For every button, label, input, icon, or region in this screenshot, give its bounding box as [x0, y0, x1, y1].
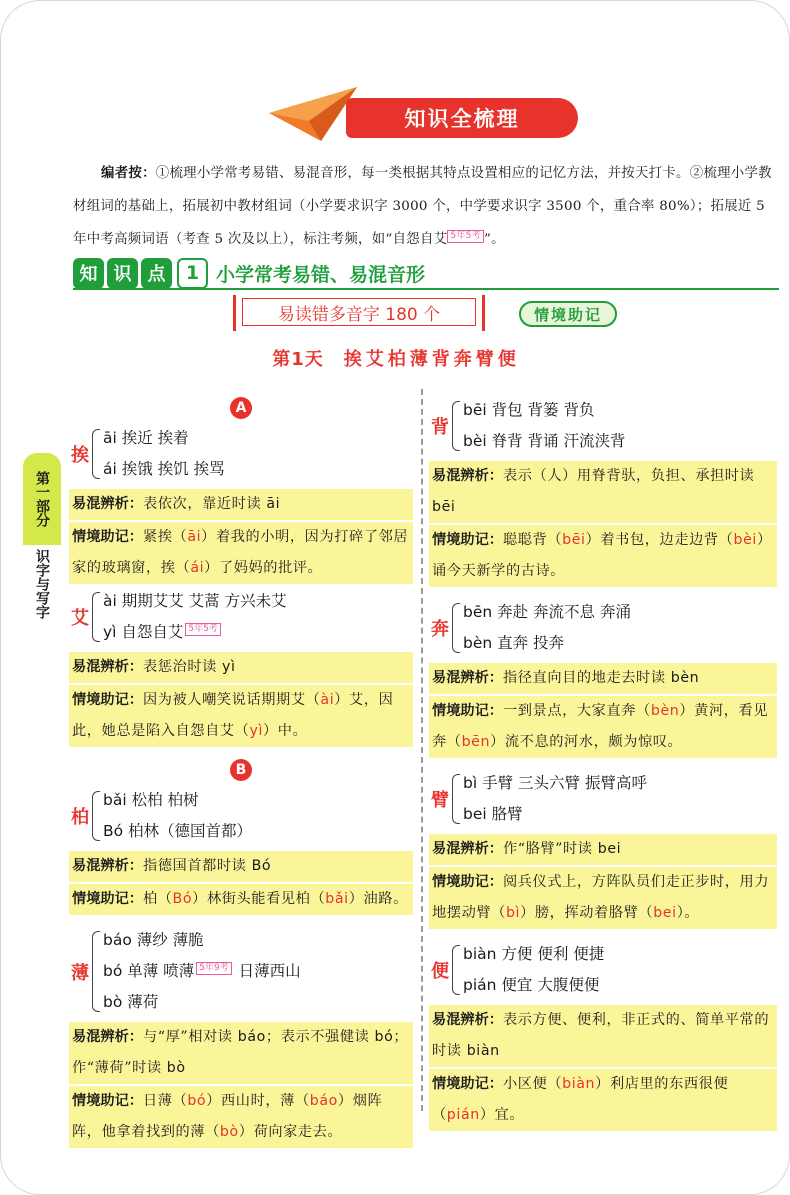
- entry-character: 背: [431, 417, 449, 438]
- confusion-note: 易混辨析：表示方便、便利，非正式的、简单平常的时读 biàn: [429, 1005, 777, 1067]
- pinyin: bò: [103, 993, 123, 1011]
- reading-line: [463, 768, 777, 799]
- pinyin: bì: [463, 774, 478, 792]
- context-note: 情境助记：柏（Bó）林街头能看见柏（bǎi）油路。: [69, 884, 413, 915]
- reading-line: [463, 939, 777, 970]
- context-memory-tag: 情境助记: [519, 301, 617, 327]
- section-banner: 知识全梳理: [346, 98, 578, 138]
- reading-line: [103, 925, 413, 956]
- pinyin: bèn: [670, 670, 700, 686]
- pinyin: biàn: [463, 945, 497, 963]
- day-label: 第1天: [272, 349, 324, 370]
- section-tab: 识字与写字: [34, 549, 50, 619]
- pinyin-highlight: yì: [249, 723, 263, 739]
- entry-character: 便: [431, 961, 449, 982]
- entry-notes: [429, 1005, 777, 1131]
- brace-mark: [452, 945, 460, 995]
- pinyin-highlight: āi: [187, 529, 202, 545]
- context-note: 情境助记：日薄（bó）西山时，薄（báo）烟阵阵，他拿着找到的薄（bò）荷向家走去。: [69, 1086, 413, 1148]
- pinyin-highlight: bēi: [562, 532, 586, 548]
- pinyin: bei: [463, 805, 487, 823]
- confusion-note: 易混辨析：表示（人）用脊背驮，负担、承担时读 bēi: [429, 461, 777, 523]
- pinyin-highlight: bò: [219, 1124, 239, 1140]
- reading-line: [463, 970, 777, 1001]
- reading-line: [463, 628, 777, 659]
- reading-line: [103, 586, 413, 617]
- pinyin-highlight: báo: [309, 1093, 338, 1109]
- confusion-label: 易混辨析：: [432, 468, 503, 484]
- brace-mark: [452, 401, 460, 451]
- brace-mark: [452, 774, 460, 824]
- pinyin: bēi: [463, 401, 487, 419]
- reading-list: [103, 423, 413, 485]
- pinyin: bó: [374, 1029, 394, 1045]
- divider: [73, 288, 779, 290]
- entry-character: 柏: [71, 807, 89, 828]
- example-words: 方便 便利 便捷: [496, 945, 605, 963]
- example-words: 脊背 背诵 汗流浃背: [486, 432, 626, 450]
- reading-line: [103, 617, 413, 648]
- spacer: [429, 760, 777, 766]
- column-divider: [421, 389, 423, 1111]
- character-entry: [69, 925, 413, 1018]
- context-note: 情境助记：阅兵仪式上，方阵队员们走正步时，用力地摆动臂（bì）膀，挥动着胳臂（bei）。: [429, 867, 777, 929]
- frequency-tag: 5年9考: [196, 962, 231, 975]
- spacer: [69, 917, 413, 923]
- example-words: 薄荷: [122, 993, 159, 1011]
- character-entry: [429, 939, 777, 1001]
- pinyin: bei: [597, 841, 622, 857]
- pinyin: báo: [237, 1029, 266, 1045]
- pinyin-highlight: bèn: [650, 703, 680, 719]
- example-words: 自怨自艾: [116, 623, 184, 641]
- editor-note: 编者按：①梳理小学常考易错、易混音形，每一类根据其特点设置相应的记忆方法，并按天打卡。②梳理小学教材组词的基础上，拓展初中教材组词（小学要求识字 3000 个，中学要求识字 3500 个，重合率 80%）；拓展近 5 年中考高频词语（考查 5 次及以上），标注考频，如“自怨自艾 5年5考 ”。: [73, 166, 772, 247]
- pinyin-highlight: pián: [446, 1107, 480, 1123]
- pinyin: bó: [103, 962, 123, 980]
- confusion-label: 易混辨析：: [72, 1029, 143, 1045]
- entry-notes: [429, 834, 777, 929]
- confusion-note: 易混辨析：表惩治时读 yì: [69, 652, 413, 683]
- entry-notes: [69, 1022, 413, 1148]
- day-title: [1, 345, 790, 371]
- pinyin: yì: [222, 659, 236, 675]
- context-label: 情境助记：: [432, 532, 503, 548]
- kp-title: 小学常考易错、易混音形: [216, 263, 426, 286]
- example-words: 手臂 三头六臂 振臂高呼: [477, 774, 647, 792]
- reading-line: [463, 395, 777, 426]
- pinyin-highlight: ái: [190, 560, 205, 576]
- example-words: 胳臂: [486, 805, 523, 823]
- knowledge-point-header: [73, 257, 425, 289]
- group-letter-b: B: [230, 759, 252, 781]
- context-note: 情境助记：紧挨（āi）着我的小明，因为打碎了邻居家的玻璃窗，挨（ái）了妈妈的批评。: [69, 522, 413, 584]
- example-words: 直奔 投奔: [492, 634, 565, 652]
- reading-list: [463, 768, 777, 830]
- confusion-note: 易混辨析：作“胳臂”时读 bei: [429, 834, 777, 865]
- character-entry: [429, 597, 777, 659]
- kp-label-box: 知: [73, 258, 104, 289]
- entry-character: 艾: [71, 608, 89, 629]
- pinyin: biàn: [466, 1043, 500, 1059]
- entry-character: 臂: [431, 790, 449, 811]
- confusion-label: 易混辨析：: [72, 496, 143, 512]
- confusion-label: 易混辨析：: [432, 1012, 503, 1028]
- pinyin: Bó: [251, 858, 272, 874]
- pinyin: pián: [463, 976, 497, 994]
- entry-notes: [429, 663, 777, 758]
- confusion-label: 易混辨析：: [72, 858, 143, 874]
- example-words: 柏林（德国首都）: [123, 822, 253, 840]
- pinyin: āi: [266, 496, 281, 512]
- pinyin-highlight: bó: [187, 1093, 207, 1109]
- brace-mark: [92, 429, 100, 479]
- context-label: 情境助记：: [72, 692, 143, 708]
- context-label: 情境助记：: [72, 529, 143, 545]
- pinyin: bēn: [463, 603, 493, 621]
- context-label: 情境助记：: [432, 1076, 503, 1092]
- right-column: [429, 393, 777, 1133]
- context-note: 情境助记：聪聪背（bēi）着书包，边走边背（bèi）诵今天新学的古诗。: [429, 525, 777, 587]
- example-words: 日薄西山: [233, 962, 301, 980]
- example-words: 松柏 柏树: [126, 791, 199, 809]
- confusion-note: 易混辨析：表依次，靠近时读 āi: [69, 489, 413, 520]
- context-label: 情境助记：: [432, 703, 503, 719]
- entry-notes: [69, 489, 413, 584]
- pinyin-highlight: bēn: [461, 734, 491, 750]
- pinyin-highlight: Bó: [172, 891, 193, 907]
- confusion-note: 易混辨析：指径直向目的地走去时读 bèn: [429, 663, 777, 694]
- kp-label-box: 识: [107, 258, 138, 289]
- pinyin: āi: [103, 429, 117, 447]
- example-words: 薄纱 薄脆: [131, 931, 204, 949]
- frequency-tag: 5年5考: [185, 623, 220, 636]
- example-words: 挨饿 挨饥 挨骂: [116, 460, 225, 478]
- entry-character: 挨: [71, 445, 89, 466]
- example-words: 挨近 挨着: [116, 429, 189, 447]
- context-note: 情境助记：因为被人嘲笑说话期期艾（ài）艾，因此，她总是陷入自怨自艾（yì）中。: [69, 685, 413, 747]
- confusion-label: 易混辨析：: [72, 659, 143, 675]
- reading-line: [103, 987, 413, 1018]
- part-tab: 第一部分: [23, 453, 61, 545]
- character-entry: [69, 423, 413, 485]
- pinyin: bèn: [463, 634, 493, 652]
- pinyin-highlight: bei: [653, 905, 677, 921]
- pinyin: bēi: [432, 499, 456, 515]
- kp-number: 1: [177, 258, 208, 289]
- reading-list: [463, 395, 777, 457]
- pinyin-highlight: ài: [320, 692, 335, 708]
- group-letter-a: A: [230, 397, 252, 419]
- reading-line: [103, 423, 413, 454]
- example-words: 奔赴 奔流不息 奔涌: [492, 603, 631, 621]
- reading-line: [463, 426, 777, 457]
- reading-list: [463, 939, 777, 1001]
- pinyin: bò: [166, 1060, 186, 1076]
- reading-line: [103, 785, 413, 816]
- context-label: 情境助记：: [432, 874, 503, 890]
- context-label: 情境助记：: [72, 891, 143, 907]
- brace-mark: [452, 603, 460, 653]
- brace-mark: [92, 931, 100, 1012]
- reading-list: [103, 586, 413, 648]
- confusion-note: 易混辨析：与“厚”相对读 báo；表示不强健读 bó；作“薄荷”时读 bò: [69, 1022, 413, 1084]
- reading-line: [103, 454, 413, 485]
- entry-notes: [69, 652, 413, 747]
- character-entry: [429, 395, 777, 457]
- reading-list: [103, 925, 413, 1018]
- context-note: 情境助记：一到景点，大家直奔（bèn）黄河，看见奔（bēn）流不息的河水，颇为惊叹。: [429, 696, 777, 758]
- pinyin: báo: [103, 931, 132, 949]
- entry-notes: [69, 851, 413, 915]
- example-words: 单薄 喷薄: [122, 962, 195, 980]
- confusion-label: 易混辨析：: [432, 670, 503, 686]
- example-words: 便宜 大腹便便: [496, 976, 600, 994]
- reading-list: [103, 785, 413, 847]
- editor-note-text: ①梳理小学常考易错、易混音形，每一类根据其特点设置相应的记忆方法，并按天打卡。②梳理小学教材组词的基础上，拓展初中教材组词（小学要求识字 3000 个，中学要求识字 3500 个，重合率 80%）；拓展近 5 年中考高频词语（考查 5 次及以上），标注考频，如“自怨自艾: [73, 166, 772, 247]
- entry-notes: [429, 461, 777, 587]
- character-entry: [69, 785, 413, 847]
- pinyin: bǎi: [103, 791, 127, 809]
- left-column: [69, 385, 413, 1150]
- context-note: 情境助记：小区便（biàn）利店里的东西很便（pián）宜。: [429, 1069, 777, 1131]
- pinyin: ái: [103, 460, 117, 478]
- pinyin: ài: [103, 592, 117, 610]
- reading-list: [463, 597, 777, 659]
- brace-mark: [92, 592, 100, 642]
- subsection-title: 易读错多音字 180 个: [242, 298, 476, 326]
- frequency-tag: 5年5考: [447, 230, 484, 243]
- reading-line: [463, 597, 777, 628]
- pinyin-highlight: bì: [505, 905, 521, 921]
- entry-character: 薄: [71, 962, 89, 984]
- reading-line: [103, 816, 413, 847]
- editor-note-label: 编者按: [101, 166, 143, 181]
- subsection-frame: [233, 295, 485, 331]
- spacer: [429, 931, 777, 937]
- character-entry: [429, 768, 777, 830]
- confusion-note: 易混辨析：指德国首都时读 Bó: [69, 851, 413, 882]
- entry-character: 奔: [431, 619, 449, 640]
- brace-mark: [92, 791, 100, 841]
- context-label: 情境助记：: [72, 1093, 143, 1109]
- pinyin: Bó: [103, 822, 124, 840]
- confusion-label: 易混辨析：: [432, 841, 503, 857]
- pinyin: yì: [103, 623, 117, 641]
- kp-label-box: 点: [141, 258, 172, 289]
- pinyin-highlight: biàn: [562, 1076, 596, 1092]
- example-words: 背包 背篓 背负: [486, 401, 595, 419]
- reading-line: [103, 956, 413, 987]
- example-words: 期期艾艾 艾蒿 方兴未艾: [116, 592, 287, 610]
- pinyin-highlight: bǎi: [325, 891, 349, 907]
- character-entry: [69, 586, 413, 648]
- pinyin-highlight: bèi: [733, 532, 757, 548]
- pinyin: bèi: [463, 432, 487, 450]
- day-characters: 挨艾柏薄背奔臂便: [343, 349, 520, 370]
- reading-line: [463, 799, 777, 830]
- spacer: [429, 589, 777, 595]
